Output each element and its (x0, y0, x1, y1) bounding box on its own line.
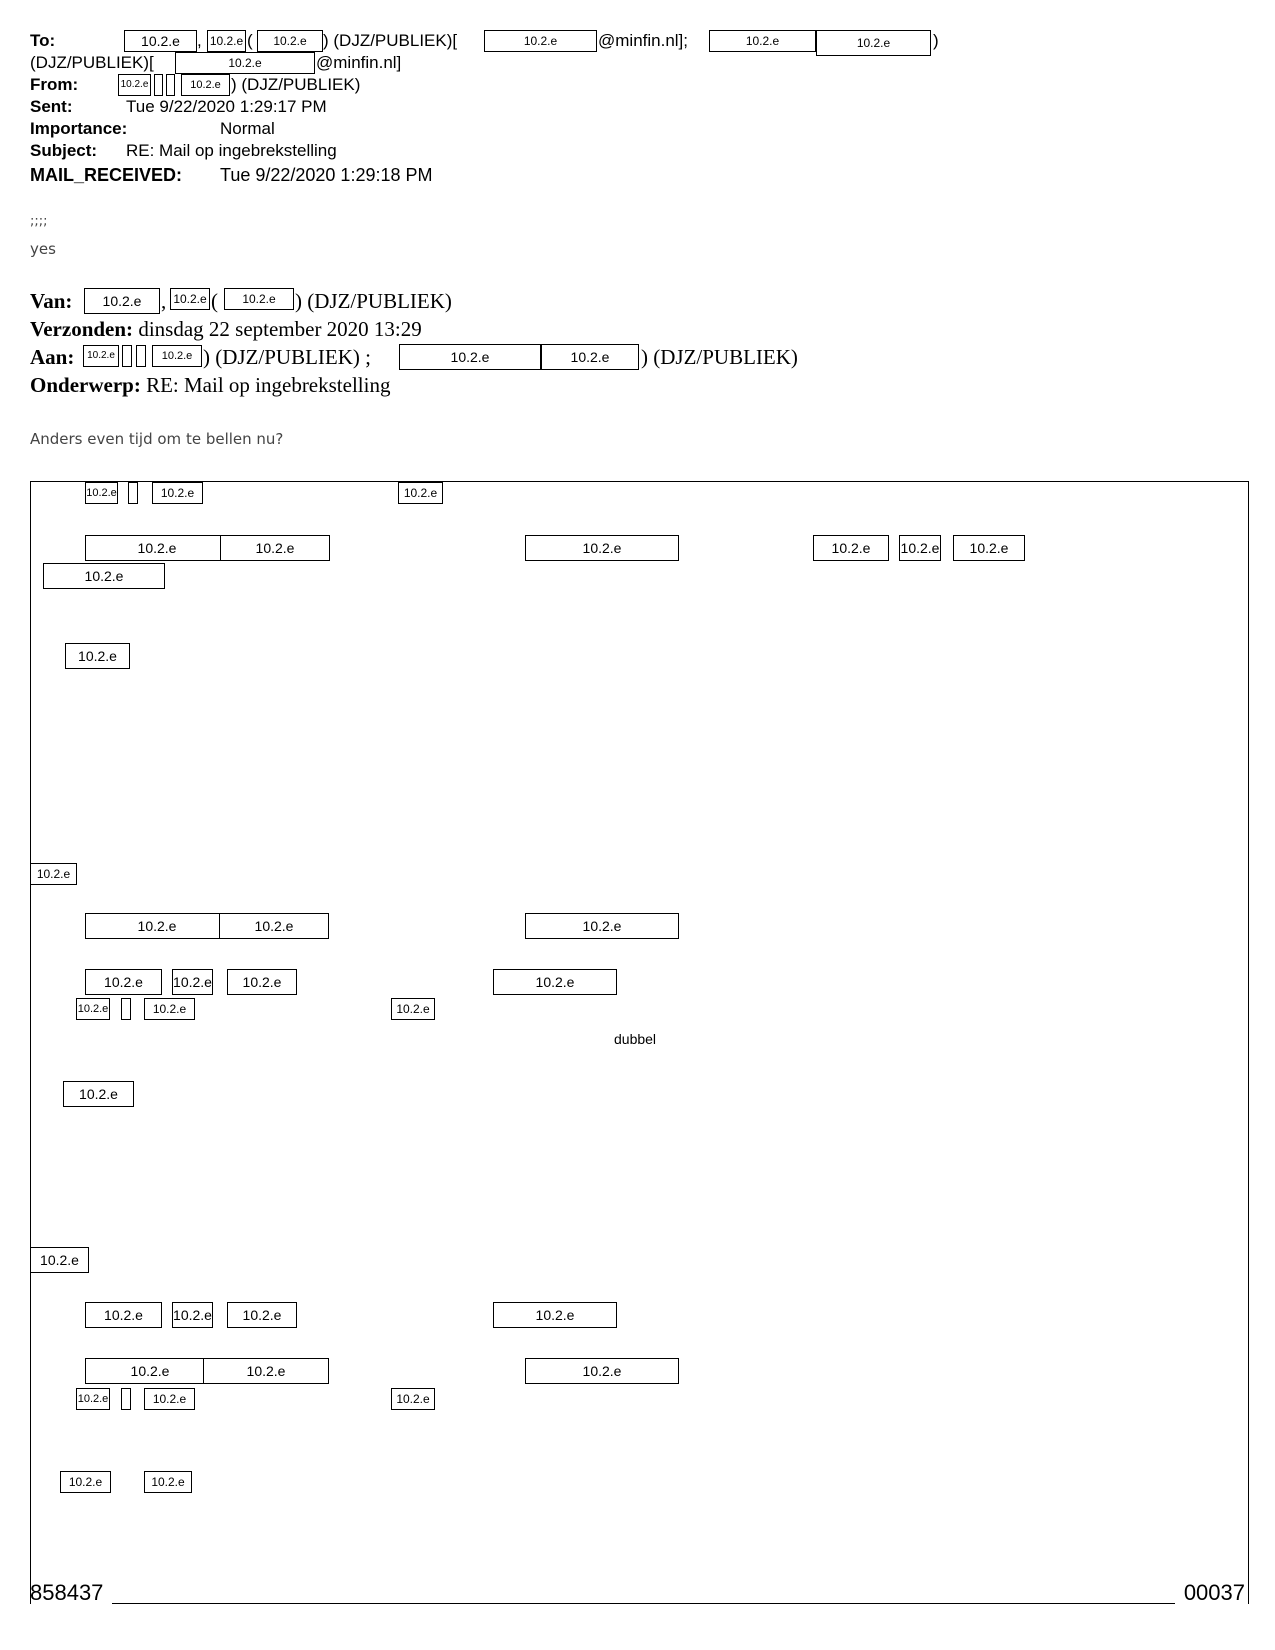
redaction-box: 10.2.e (30, 1247, 89, 1273)
van-comma: , (161, 289, 167, 313)
to-domain: @minfin.nl]; (598, 31, 689, 50)
sent-row (30, 96, 73, 118)
van-org: ) (DJZ/PUBLIEK) (295, 289, 452, 313)
footer-rule (112, 1603, 1175, 1604)
redaction-box: 10.2.e (227, 969, 297, 995)
redaction-box: 10.2.e (399, 344, 541, 370)
redaction-box: 10.2.e (175, 52, 315, 74)
redaction-box: 10.2.e (953, 535, 1025, 561)
subject-value: RE: Mail op ingebrekstelling (126, 141, 337, 160)
message-text: Anders even tijd om te bellen nu? (30, 430, 284, 448)
redaction-box: 10.2.e (152, 345, 202, 367)
van-paren: ( (211, 289, 218, 313)
from-label-wrap (30, 74, 78, 96)
redaction-box: 10.2.e (84, 288, 160, 314)
footer-page-number: 00037 (1183, 1580, 1245, 1605)
van-label: Van: (30, 289, 73, 313)
redaction-box: 10.2.e (83, 345, 119, 367)
redaction-box: 10.2.e (224, 288, 294, 310)
redaction-box: 10.2.e (85, 969, 162, 995)
aan-label: Aan: (30, 345, 75, 369)
redaction-box: 10.2.e (144, 998, 195, 1020)
verzonden-value: dinsdag 22 september 2020 13:29 (138, 317, 422, 341)
sent-value: Tue 9/22/2020 1:29:17 PM (126, 97, 327, 116)
redaction-box: 10.2.e (76, 998, 110, 1020)
redaction-box: 10.2.e (899, 535, 941, 561)
redaction-box: 10.2.e (203, 1358, 329, 1384)
redaction-box: 10.2.e (391, 998, 435, 1020)
redaction-box (136, 345, 146, 367)
redaction-box: 10.2.e (257, 30, 323, 52)
aan-org-2: ) (DJZ/PUBLIEK) (641, 345, 798, 369)
onderwerp-row (30, 371, 390, 399)
redaction-box: 10.2.e (43, 563, 165, 589)
redaction-box: 10.2.e (398, 482, 443, 504)
redaction-box: 10.2.e (65, 643, 130, 669)
to-line2-domain: @minfin.nl] (316, 53, 402, 72)
redaction-box: 10.2.e (207, 30, 246, 52)
redaction-box: 10.2.e (181, 74, 230, 96)
subject-row (30, 140, 97, 162)
to-line (30, 30, 55, 52)
importance-row (30, 118, 127, 140)
received-label: MAIL_RECEIVED: (30, 165, 183, 185)
redaction-box: 10.2.e (124, 30, 197, 52)
redaction-box (128, 482, 138, 504)
aan-org-1: ) (DJZ/PUBLIEK) ; (203, 345, 371, 369)
marks-text: ;;;; (30, 214, 48, 229)
redaction-box: 10.2.e (709, 30, 816, 52)
redaction-box (166, 74, 175, 96)
redaction-box: 10.2.e (144, 1388, 195, 1410)
redaction-box: 10.2.e (85, 1302, 162, 1328)
redaction-box: 10.2.e (30, 863, 77, 885)
to-org: ) (DJZ/PUBLIEK)[ (323, 31, 458, 50)
verzonden-row (30, 315, 422, 343)
to-paren: ( (247, 31, 253, 50)
subject-label: Subject: (30, 141, 98, 160)
redaction-box (154, 74, 163, 96)
van-row (30, 287, 72, 315)
yes-text: yes (30, 240, 56, 258)
redaction-box (122, 345, 132, 367)
redaction-box: 10.2.e (118, 74, 151, 96)
redaction-box: 10.2.e (85, 535, 229, 561)
redaction-box: 10.2.e (152, 482, 203, 504)
redaction-box: 10.2.e (144, 1471, 192, 1493)
redaction-box: 10.2.e (76, 1388, 110, 1410)
received-row (30, 164, 182, 186)
redaction-box: 10.2.e (493, 969, 617, 995)
redaction-box: 10.2.e (816, 30, 931, 56)
redaction-box: 10.2.e (60, 1471, 111, 1493)
redaction-box: 10.2.e (484, 30, 597, 52)
redaction-box: 10.2.e (525, 913, 679, 939)
importance-value: Normal (220, 119, 275, 138)
redaction-box: 10.2.e (85, 1358, 215, 1384)
redaction-box: 10.2.e (227, 1302, 297, 1328)
redaction-box: 10.2.e (85, 482, 118, 504)
from-org: ) (DJZ/PUBLIEK) (231, 75, 361, 94)
redaction-box: 10.2.e (220, 535, 330, 561)
redaction-box (121, 998, 131, 1020)
redaction-box: 10.2.e (172, 1302, 213, 1328)
redaction-box: 10.2.e (85, 913, 229, 939)
to-label: To: (30, 31, 56, 50)
redaction-box: 10.2.e (63, 1081, 134, 1107)
sent-label: Sent: (30, 97, 73, 116)
redaction-box: 10.2.e (813, 535, 889, 561)
redaction-box: 10.2.e (525, 535, 679, 561)
received-value: Tue 9/22/2020 1:29:18 PM (220, 165, 433, 185)
verzonden-label: Verzonden: (30, 317, 134, 341)
redaction-box: 10.2.e (219, 913, 329, 939)
importance-label: Importance: (30, 119, 128, 138)
redaction-box: 10.2.e (170, 288, 210, 310)
redaction-box: 10.2.e (525, 1358, 679, 1384)
dubbel-text: dubbel (614, 1031, 657, 1047)
onderwerp-label: Onderwerp: (30, 373, 141, 397)
to-separator: , (197, 31, 202, 50)
onderwerp-value: RE: Mail op ingebrekstelling (146, 373, 391, 397)
aan-row (30, 343, 74, 371)
redaction-box: 10.2.e (493, 1302, 617, 1328)
redaction-box: 10.2.e (172, 969, 213, 995)
redaction-box: 10.2.e (541, 344, 639, 370)
from-label: From: (30, 75, 79, 94)
to-line2-org: (DJZ/PUBLIEK)[ (30, 53, 154, 72)
redaction-box (121, 1388, 131, 1410)
to-close: ) (933, 31, 939, 50)
redaction-box: 10.2.e (391, 1388, 435, 1410)
footer-document-number: 858437 (30, 1580, 104, 1605)
